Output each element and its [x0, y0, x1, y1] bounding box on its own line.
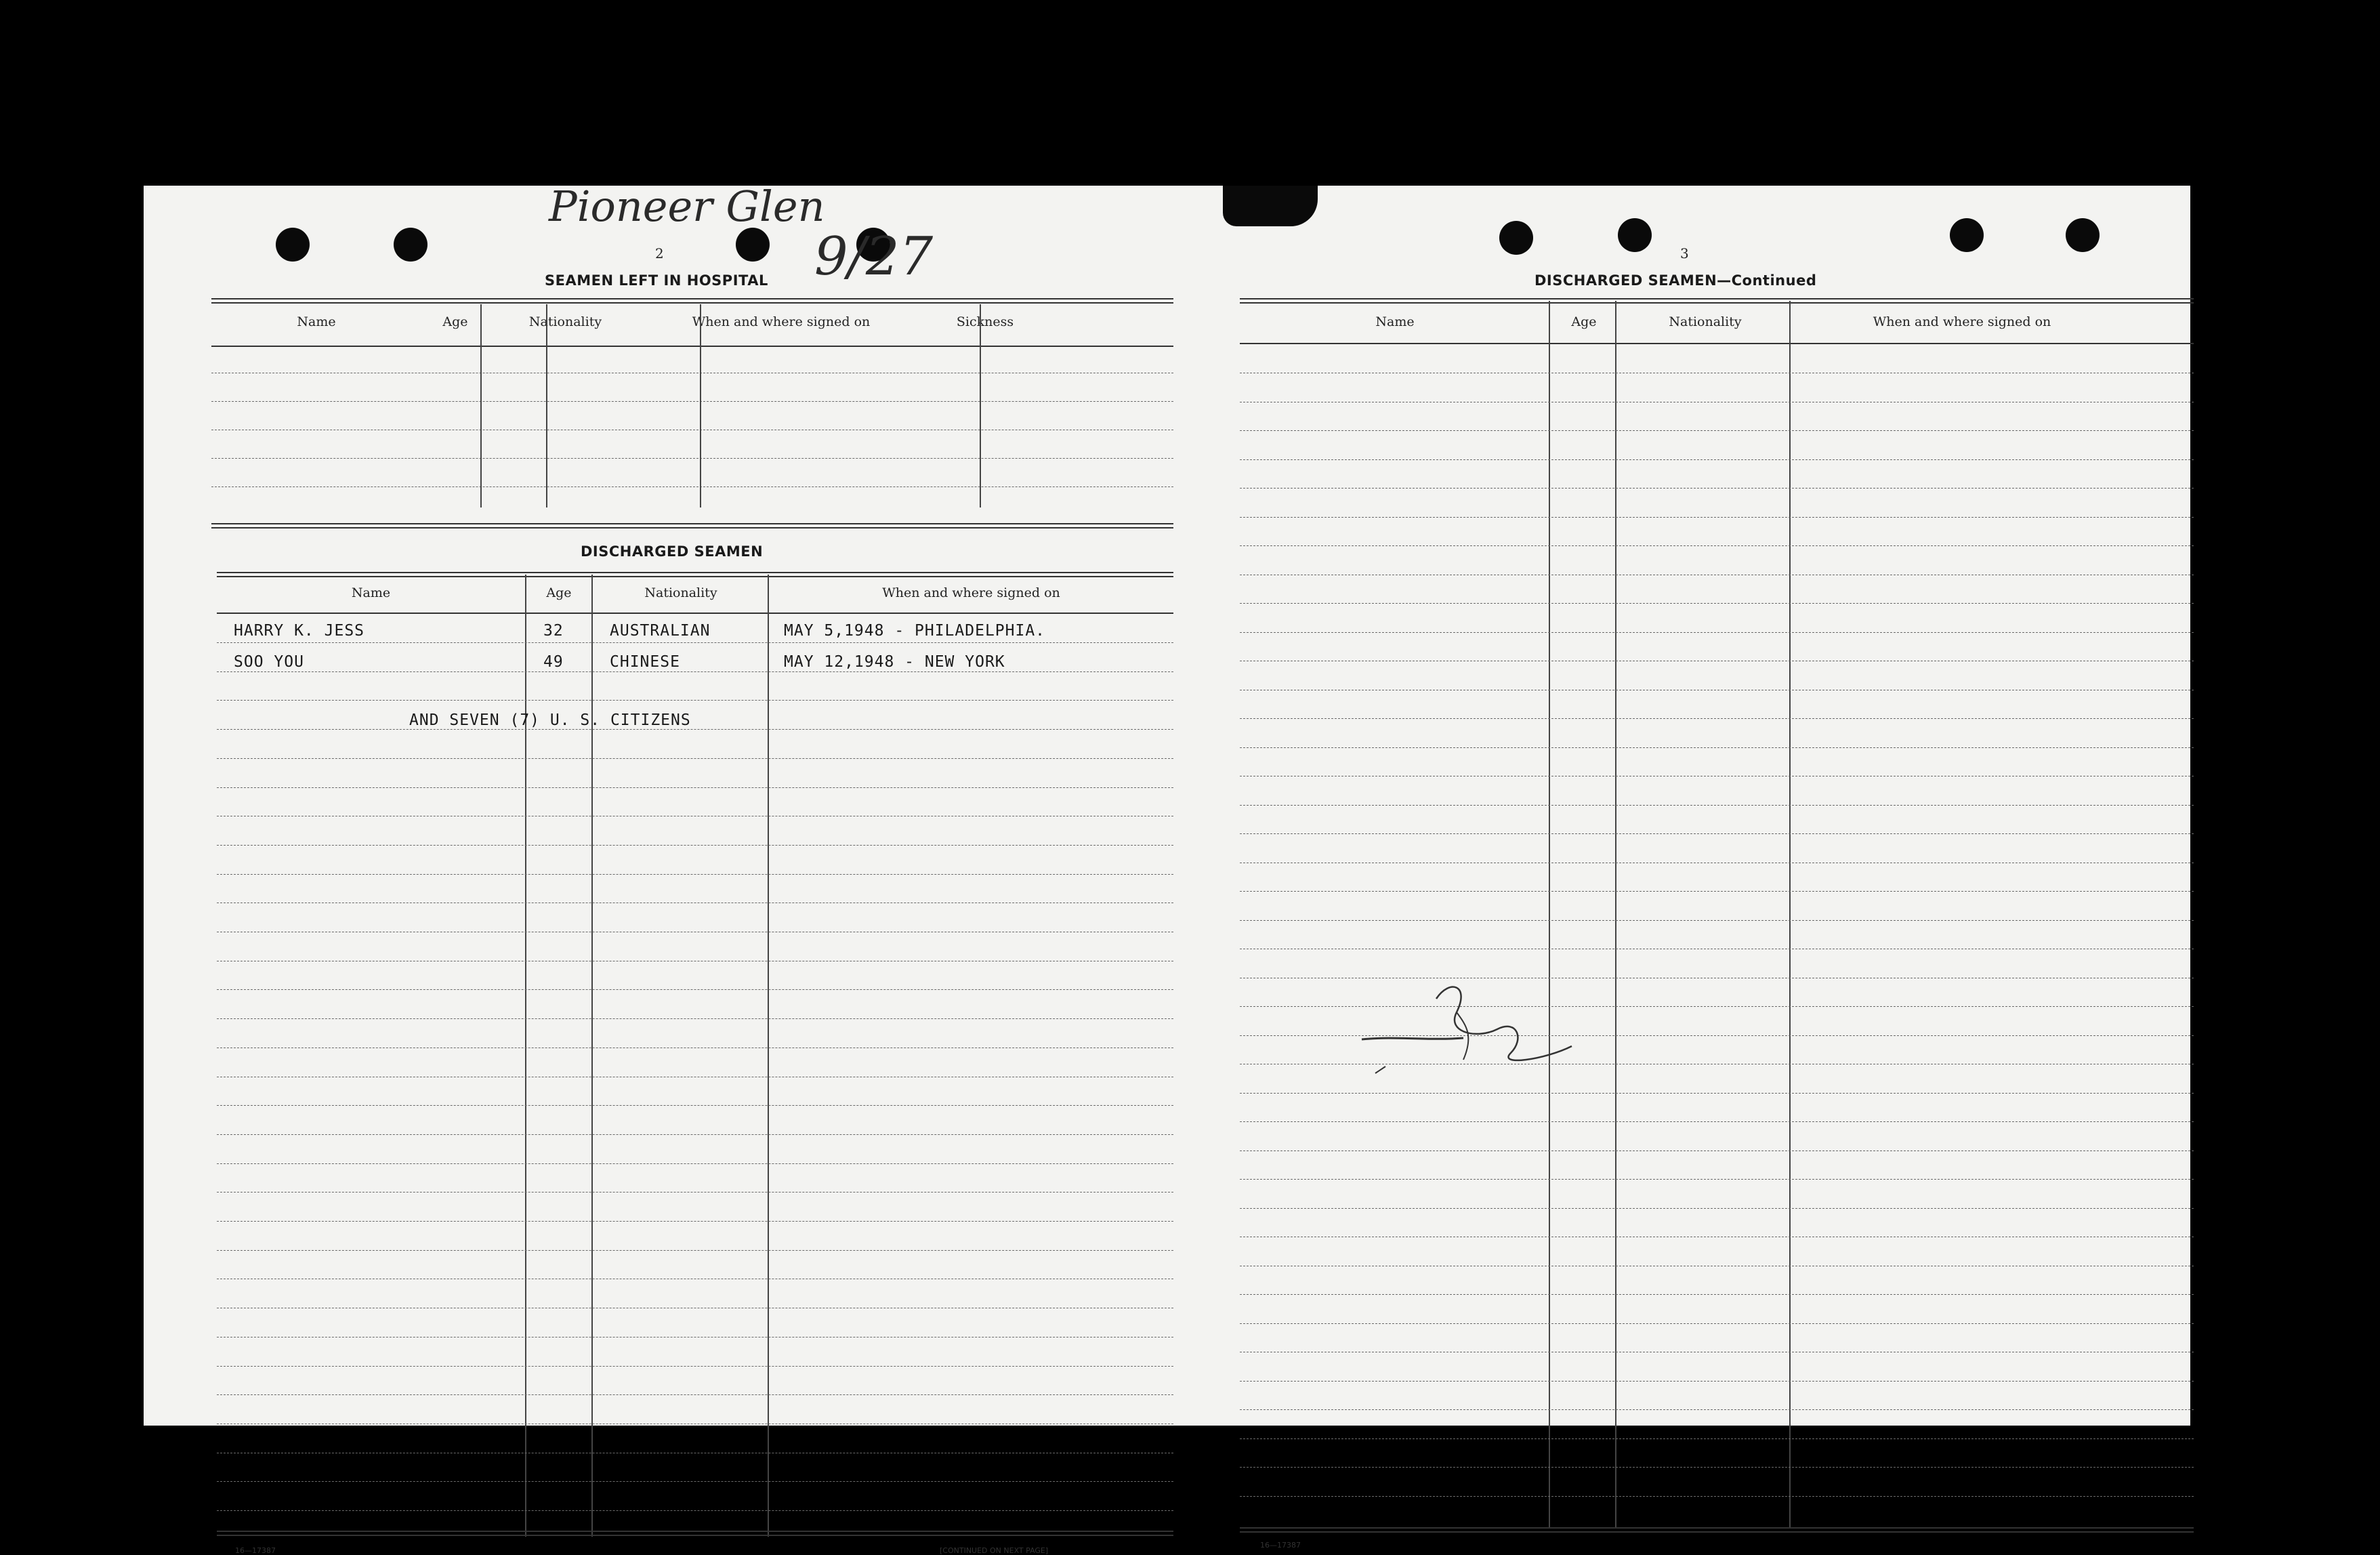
punch-hole	[1499, 221, 1533, 255]
column-header-signed-on: When and where signed on	[692, 314, 871, 329]
additional-citizens-note: AND SEVEN (7) U. S. CITIZENS	[409, 711, 691, 729]
seaman-age: 32	[543, 622, 564, 640]
ruled-line	[1240, 1121, 2194, 1122]
form-number: 16—17387	[1260, 1541, 1301, 1550]
seaman-nationality: CHINESE	[610, 653, 680, 671]
column-header-name: Name	[297, 314, 336, 329]
ruled-line	[217, 989, 1173, 990]
ruled-line	[217, 1192, 1173, 1193]
ruled-line	[217, 671, 1173, 672]
ruled-line	[217, 1481, 1173, 1482]
column-header-name: Name	[1375, 314, 1415, 329]
ruled-line	[1240, 517, 2194, 518]
ruled-line	[1240, 603, 2194, 604]
ruled-line	[1240, 1093, 2194, 1094]
ruled-line	[217, 1366, 1173, 1367]
ruled-line	[1240, 459, 2194, 460]
punch-hole	[394, 228, 427, 262]
seaman-name: SOO YOU	[234, 653, 304, 671]
seaman-signed-on: MAY 5,1948 - PHILADELPHIA.	[784, 622, 1046, 640]
ruled-line	[1240, 833, 2194, 834]
column-header-nationality: Nationality	[528, 314, 602, 329]
document-page-left	[144, 182, 1182, 1555]
ruled-line	[217, 1510, 1173, 1511]
ruled-line	[1240, 545, 2194, 546]
ruled-line	[217, 787, 1173, 788]
ruled-line	[1240, 1208, 2194, 1209]
ruled-line	[1240, 1381, 2194, 1382]
handwritten-date: 9/27	[814, 226, 934, 287]
ruled-line	[1240, 1496, 2194, 1497]
ruled-line	[217, 642, 1173, 643]
column-header-name: Name	[351, 585, 391, 600]
seaman-nationality: AUSTRALIAN	[610, 622, 711, 640]
column-header-age: Age	[442, 314, 468, 329]
ruled-line	[1240, 1294, 2194, 1295]
torn-edge	[1223, 186, 1318, 226]
page-number: 2	[655, 245, 664, 262]
punch-hole	[736, 228, 770, 262]
seaman-signed-on: MAY 12,1948 - NEW YORK	[784, 653, 1005, 671]
ruled-line	[217, 1163, 1173, 1164]
ruled-line	[217, 1250, 1173, 1251]
column-header-nationality: Nationality	[644, 585, 717, 600]
section-title-discharged: DISCHARGED SEAMEN	[581, 543, 764, 560]
ruled-line	[1240, 1438, 2194, 1439]
punch-hole	[2066, 218, 2100, 252]
ruled-line	[1240, 920, 2194, 921]
ruled-line	[217, 700, 1173, 701]
ruled-line	[217, 1134, 1173, 1135]
handwritten-signature	[1355, 965, 1585, 1087]
section-title-discharged-continued: DISCHARGED SEAMEN—Continued	[1535, 272, 1817, 289]
ruled-line	[217, 758, 1173, 759]
ruled-line	[1240, 747, 2194, 748]
handwritten-ship-name: Pioneer Glen	[549, 182, 825, 231]
ruled-line	[1240, 1179, 2194, 1180]
seaman-name: HARRY K. JESS	[234, 622, 365, 640]
column-header-signed-on: When and where signed on	[882, 585, 1060, 600]
ruled-line	[217, 1337, 1173, 1338]
ruled-line	[1240, 718, 2194, 719]
page-number: 3	[1680, 245, 1689, 262]
column-header-nationality: Nationality	[1669, 314, 1742, 329]
ruled-line	[217, 874, 1173, 875]
ruled-line	[217, 1105, 1173, 1106]
ruled-line	[1240, 1467, 2194, 1468]
ruled-line	[1240, 891, 2194, 892]
punch-hole	[276, 228, 310, 262]
ruled-line	[1240, 488, 2194, 489]
form-number: 16—17387	[235, 1546, 276, 1555]
column-header-age: Age	[1571, 314, 1597, 329]
column-header-age: Age	[546, 585, 572, 600]
ruled-line	[1240, 1409, 2194, 1410]
ruled-line	[1240, 805, 2194, 806]
ruled-line	[217, 1221, 1173, 1222]
ruled-line	[217, 845, 1173, 846]
punch-hole	[1618, 218, 1652, 252]
ruled-line	[1240, 1323, 2194, 1324]
document-page-right	[1182, 186, 2190, 1550]
ruled-line	[1240, 1150, 2194, 1151]
ruled-line	[1240, 430, 2194, 431]
seaman-age: 49	[543, 653, 564, 671]
ruled-line	[1240, 632, 2194, 633]
column-header-signed-on: When and where signed on	[1873, 314, 2051, 329]
column-header-sickness: Sickness	[956, 314, 1014, 329]
ruled-line	[217, 1394, 1173, 1395]
punch-hole	[1950, 218, 1984, 252]
section-title-hospital: SEAMEN LEFT IN HOSPITAL	[545, 272, 768, 289]
ruled-line	[217, 729, 1173, 730]
continued-note: [CONTINUED ON NEXT PAGE]	[940, 1546, 1049, 1555]
ruled-line	[217, 1018, 1173, 1019]
